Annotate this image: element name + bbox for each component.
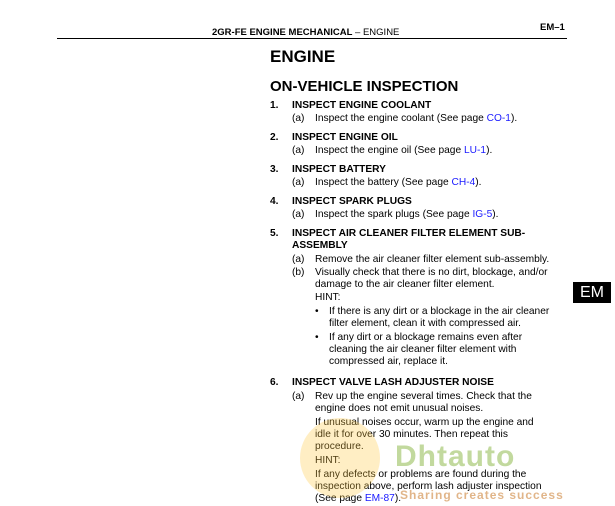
page-link-ig5[interactable]: IG-5: [472, 209, 493, 220]
step-number: 1.: [270, 100, 279, 111]
substep-text: Rev up the engine several times. Check that the: [315, 391, 532, 402]
bullet-text-cont: cleaning the air cleaner filter element with: [329, 344, 517, 355]
step-title: INSPECT ENGINE COOLANT: [292, 100, 432, 111]
substep-text: Inspect the spark plugs (See page IG-5).: [315, 209, 499, 220]
hint-label: HINT:: [315, 292, 341, 303]
substep-text: Visually check that there is no dirt, blockage, and/or: [315, 267, 548, 278]
step-title-cont: ASSEMBLY: [292, 240, 348, 251]
header-rule: [57, 38, 567, 39]
step-title: INSPECT SPARK PLUGS: [292, 196, 412, 207]
page-title: ENGINE: [270, 47, 336, 66]
substep-text-cont: idle it for over 30 minutes. Then repeat this: [315, 429, 508, 440]
step-title: INSPECT VALVE LASH ADJUSTER NOISE: [292, 377, 494, 388]
section-title: ON-VEHICLE INSPECTION: [270, 78, 459, 95]
header-section: – ENGINE: [352, 27, 400, 38]
hint-label: HINT:: [315, 455, 341, 466]
watermark-circle: [300, 418, 380, 498]
substep-text: Inspect the battery (See page CH-4).: [315, 177, 482, 188]
substep-text: Inspect the engine oil (See page LU-1).: [315, 145, 493, 156]
substep-text-cont: damage to the air cleaner filter element.: [315, 279, 495, 290]
step-number: 2.: [270, 132, 279, 143]
bullet: •: [315, 332, 319, 343]
substep-label: (a): [292, 113, 305, 124]
watermark-tagline: Sharing creates success: [400, 488, 564, 502]
substep-label: (a): [292, 254, 305, 265]
bullet: •: [315, 306, 319, 317]
step-number: 3.: [270, 164, 279, 175]
substep-text-cont: (See page EM-87).: [315, 493, 402, 504]
bullet-text: If any dirt or a blockage remains even after: [329, 332, 523, 343]
page-link-em87[interactable]: EM-87: [364, 493, 395, 504]
step-title: INSPECT AIR CLEANER FILTER ELEMENT SUB-: [292, 228, 526, 239]
substep-text-cont: inspection above, perform lash adjuster inspection: [315, 481, 542, 492]
page-link-lu1[interactable]: LU-1: [463, 145, 487, 156]
substep-text-cont: If any defects or problems are found during the: [315, 469, 527, 480]
page-link-co1[interactable]: CO-1: [486, 113, 511, 124]
substep-text-cont: procedure.: [315, 441, 364, 452]
step-number: 4.: [270, 196, 279, 207]
substep-text-cont: engine does not emit unusual noises.: [315, 403, 484, 414]
step-number: 5.: [270, 228, 279, 239]
running-header: [212, 27, 399, 38]
substep-label: (b): [292, 267, 305, 278]
section-tab: EM: [573, 282, 611, 303]
step-number: 6.: [270, 377, 279, 388]
page-number: EM–1: [540, 22, 565, 33]
substep-text: Remove the air cleaner filter element sub-assembly.: [315, 254, 550, 265]
bullet-text-cont: filter element, clean it with compressed air.: [329, 318, 521, 329]
step-title: INSPECT BATTERY: [292, 164, 386, 175]
bullet-text: If there is any dirt or a blockage in the air cleaner: [329, 306, 550, 317]
substep-label: (a): [292, 209, 305, 220]
bullet-text-cont: compressed air, replace it.: [329, 356, 448, 367]
substep-text: Inspect the engine coolant (See page CO-1).: [315, 113, 518, 124]
substep-label: (a): [292, 145, 305, 156]
substep-label: (a): [292, 391, 305, 402]
substep-text-cont: If unusual noises occur, warm up the engine and: [315, 417, 534, 428]
substep-label: (a): [292, 177, 305, 188]
watermark-logo: Dhtauto: [395, 440, 516, 473]
header-title: 2GR-FE ENGINE MECHANICAL: [212, 27, 353, 38]
page-link-ch4[interactable]: CH-4: [451, 177, 476, 188]
step-title: INSPECT ENGINE OIL: [292, 132, 398, 143]
